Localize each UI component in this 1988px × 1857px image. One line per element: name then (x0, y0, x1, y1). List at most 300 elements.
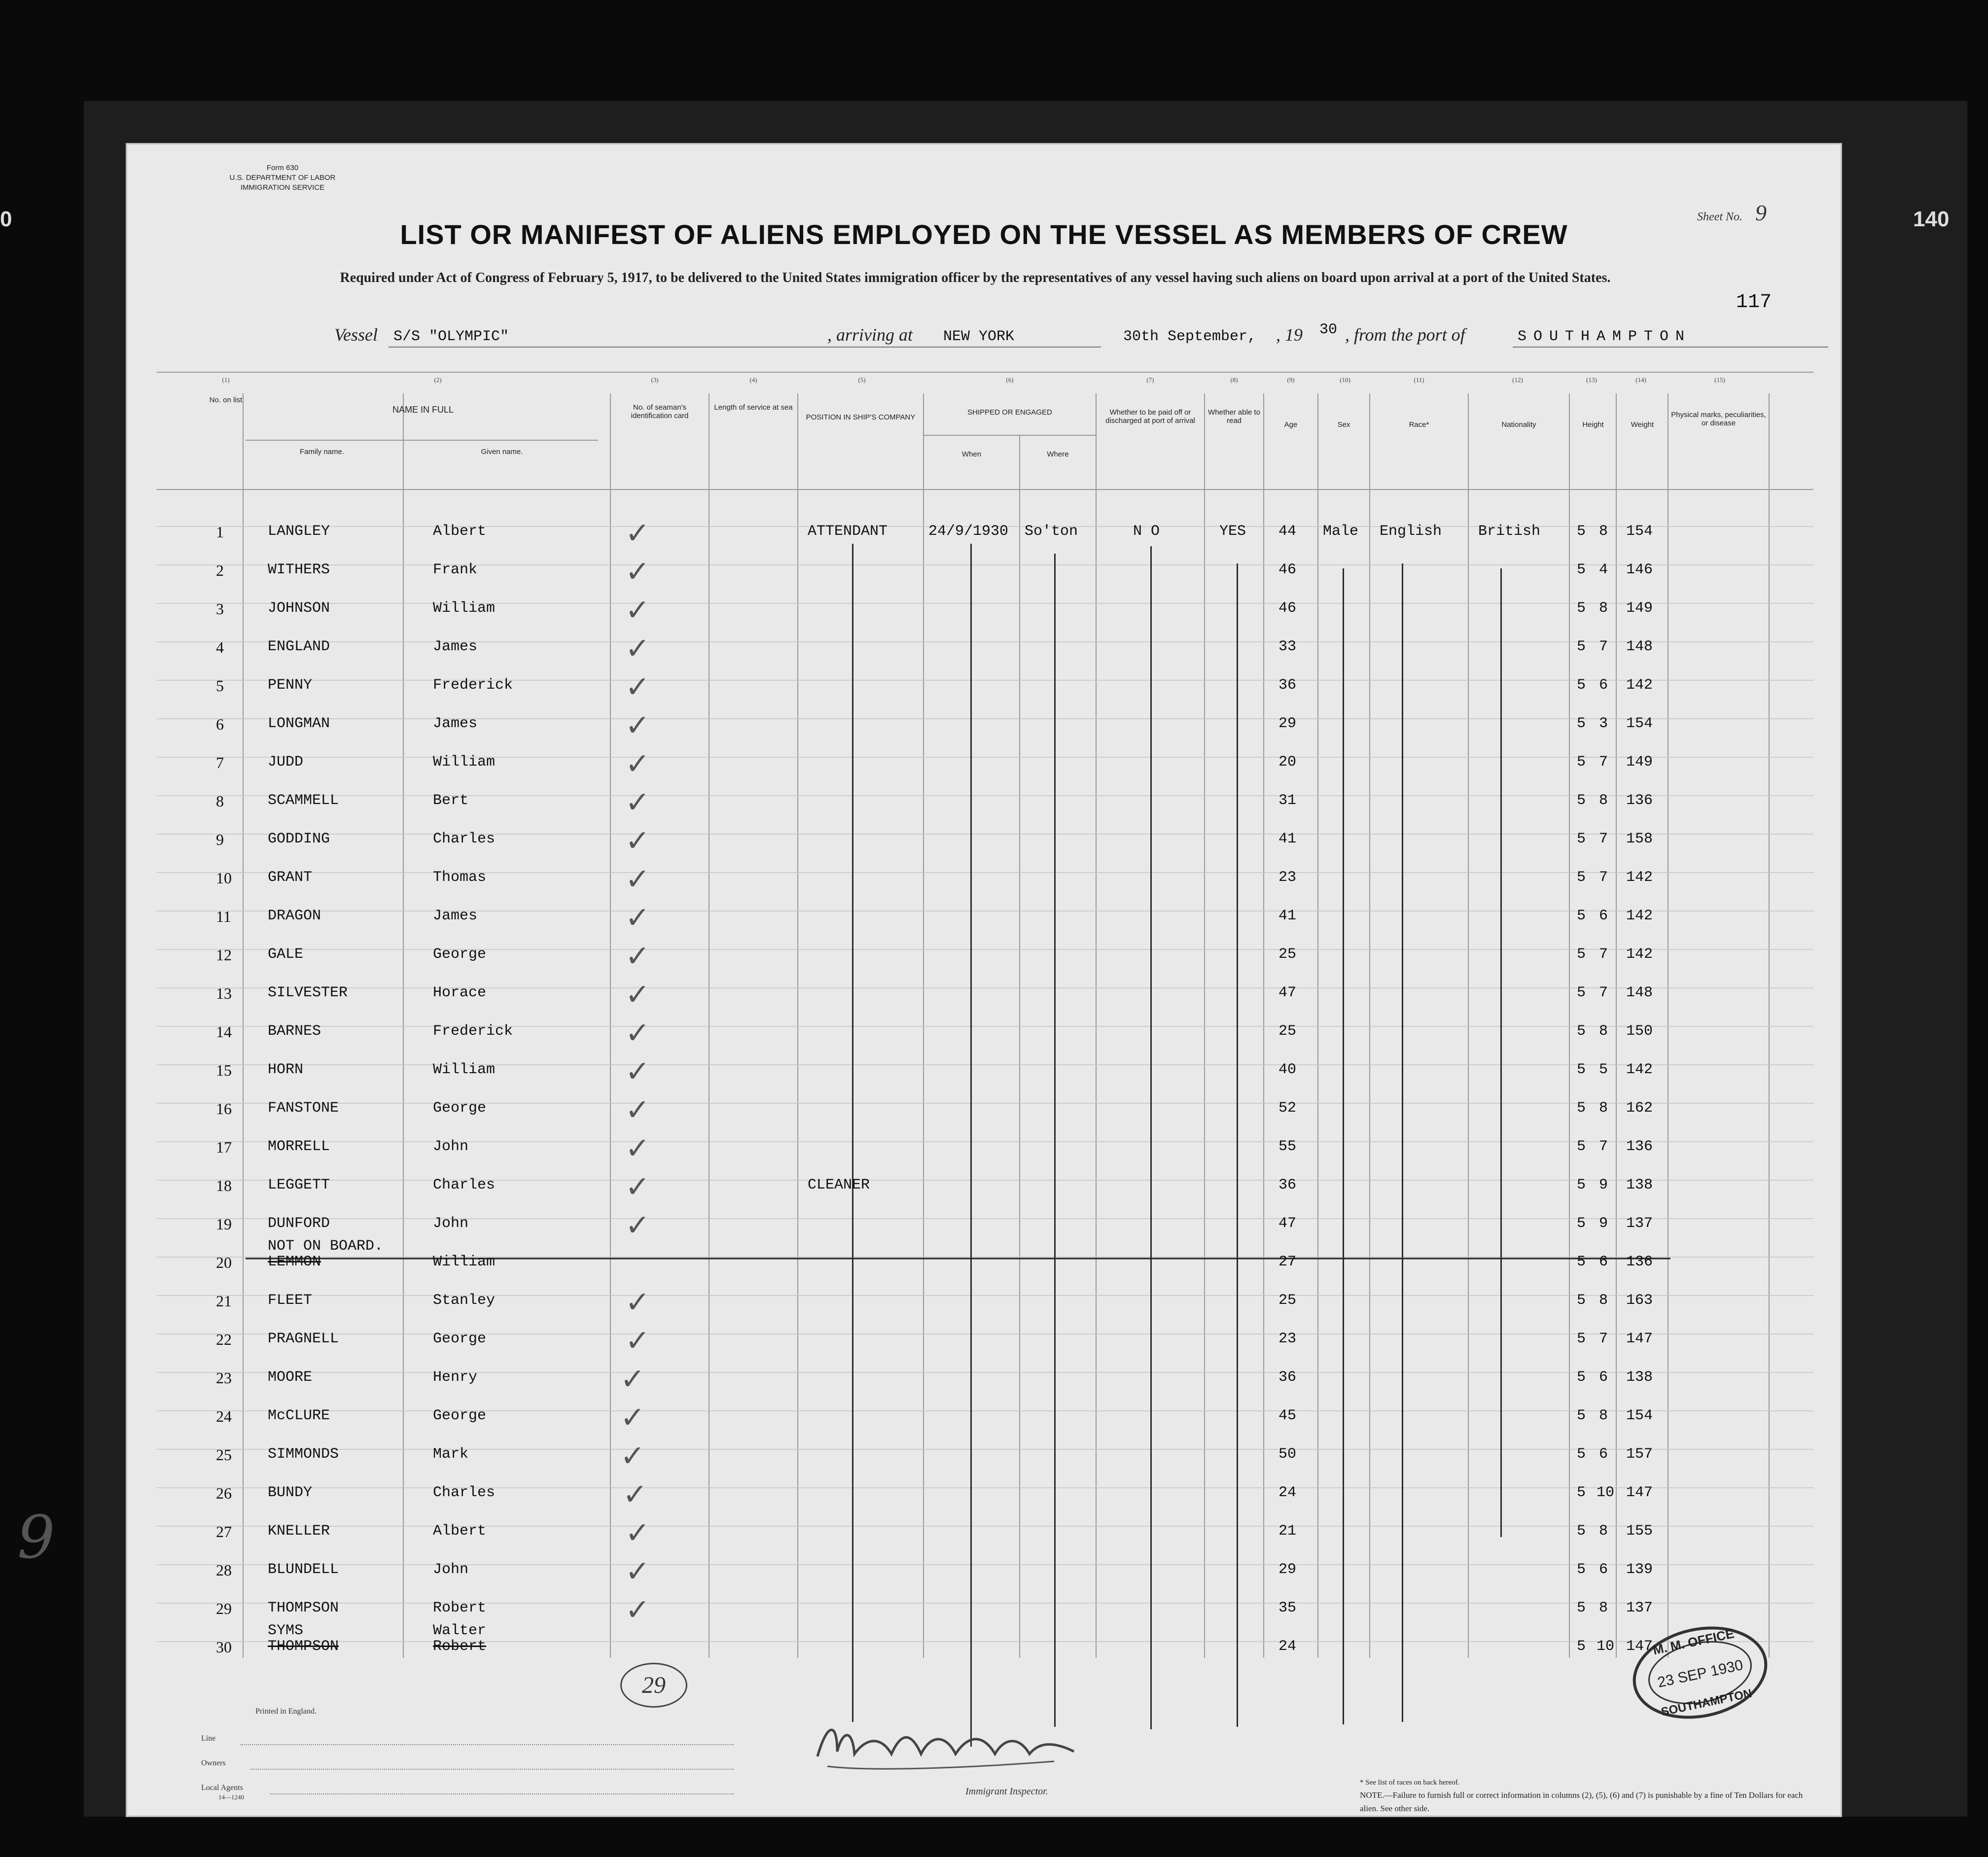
family-name: PRAGNELL (268, 1331, 339, 1347)
age: 46 (1278, 561, 1297, 578)
arrival-port: NEW YORK (943, 328, 1015, 345)
family-name: KNELLER (268, 1523, 330, 1540)
height-feet: 5 (1577, 908, 1586, 924)
height-feet: 5 (1577, 1023, 1586, 1040)
col-position: POSITION IN SHIP'S COMPANY (806, 413, 916, 421)
check-mark-icon: ✓ (625, 901, 650, 935)
table-row (127, 1129, 1841, 1168)
weight: 147 (1626, 1638, 1653, 1655)
given-name: Stanley (433, 1292, 496, 1309)
given-name: William (433, 600, 496, 617)
form-code: 14—1240 (218, 1793, 244, 1801)
family-name: WITHERS (268, 561, 330, 578)
col-physical-marks: Physical marks, peculiarities, or disease (1671, 411, 1766, 427)
row-number: 14 (216, 1023, 232, 1041)
column-number: (6) (1006, 376, 1014, 384)
age: 47 (1278, 1215, 1297, 1232)
shipped-when: 24/9/1930 (928, 523, 1009, 540)
weight: 137 (1626, 1600, 1653, 1616)
col-paid-off: Whether to be paid off or discharged at port of arrival (1105, 408, 1195, 425)
table-row (127, 937, 1841, 976)
age: 29 (1278, 715, 1297, 732)
form-department-block (201, 163, 364, 193)
replacement-given-name: Walter (433, 1622, 487, 1639)
row-number: 15 (216, 1061, 232, 1079)
height-inches: 6 (1599, 1254, 1608, 1270)
table-row (127, 1622, 1841, 1668)
col-able-to-read: Whether able to read (1208, 408, 1260, 425)
table-row (127, 1475, 1841, 1514)
given-name: George (433, 1407, 487, 1424)
col-shipped-engaged: SHIPPED OR ENGAGED (967, 408, 1052, 417)
weight: 142 (1626, 946, 1653, 963)
weight: 149 (1626, 600, 1653, 617)
family-name: BARNES (268, 1023, 321, 1040)
height-feet: 5 (1577, 869, 1586, 886)
weight: 147 (1626, 1484, 1653, 1501)
table-row (127, 1437, 1841, 1475)
weight: 138 (1626, 1177, 1653, 1193)
row-number: 4 (216, 638, 224, 656)
not-on-board-note: NOT ON BOARD. (268, 1238, 384, 1255)
row-number: 13 (216, 984, 232, 1002)
family-name: GRANT (268, 869, 313, 886)
weight: 154 (1626, 523, 1653, 540)
family-name: SILVESTER (268, 984, 348, 1001)
given-name: William (433, 1254, 496, 1270)
row-number: 30 (216, 1638, 232, 1656)
height-feet: 5 (1577, 1407, 1586, 1424)
height-feet: 5 (1577, 1254, 1586, 1270)
height-feet: 5 (1577, 1100, 1586, 1117)
owners-label: Owners (201, 1759, 226, 1767)
check-mark-icon: ✓ (620, 1362, 645, 1397)
table-row (127, 822, 1841, 860)
weight: 136 (1626, 1254, 1653, 1270)
given-name: Frank (433, 561, 478, 578)
port-underline (1513, 347, 1828, 348)
weight: 150 (1626, 1023, 1653, 1040)
table-row (127, 668, 1841, 706)
weight: 158 (1626, 831, 1653, 847)
check-mark-icon: ✓ (625, 1054, 650, 1089)
table-row (127, 1399, 1841, 1437)
family-name: GALE (268, 946, 304, 963)
line-field (241, 1744, 734, 1745)
family-name: DUNFORD (268, 1215, 330, 1232)
family-name: JUDD (268, 754, 304, 771)
weight: 163 (1626, 1292, 1653, 1309)
table-row (127, 899, 1841, 937)
family-name: SCAMMELL (268, 792, 339, 809)
weight: 146 (1626, 561, 1653, 578)
weight: 148 (1626, 638, 1653, 655)
height-feet: 5 (1577, 561, 1586, 578)
race-note: * See list of races on back hereof. (1360, 1779, 1460, 1787)
check-mark-icon: ✓ (625, 1285, 650, 1320)
form-line: U.S. DEPARTMENT OF LABOR (229, 174, 336, 182)
height-feet: 5 (1577, 600, 1586, 617)
height-feet: 5 (1577, 1215, 1586, 1232)
weight: 138 (1626, 1369, 1653, 1386)
row-number: 1 (216, 523, 224, 541)
age: 20 (1278, 754, 1297, 771)
height-inches: 8 (1599, 1600, 1608, 1616)
shipped-where: So'ton (1025, 523, 1078, 540)
nationality: British (1478, 523, 1541, 540)
height-feet: 5 (1577, 754, 1586, 771)
table-row (127, 1168, 1841, 1206)
given-name: Robert (433, 1600, 487, 1616)
family-name: McCLURE (268, 1407, 330, 1424)
row-number: 17 (216, 1138, 232, 1156)
check-mark-icon: ✓ (625, 1170, 650, 1204)
given-name: George (433, 1331, 487, 1347)
family-name: HORN (268, 1061, 304, 1078)
given-name: William (433, 1061, 496, 1078)
height-feet: 5 (1577, 1484, 1586, 1501)
given-name: Charles (433, 1484, 496, 1501)
age: 23 (1278, 1331, 1297, 1347)
weight: 154 (1626, 1407, 1653, 1424)
col-weight: Weight (1631, 420, 1654, 429)
sex: Male (1323, 523, 1359, 540)
given-name: James (433, 638, 478, 655)
stamp-top: M. M. OFFICE (1651, 1626, 1736, 1658)
age: 21 (1278, 1523, 1297, 1540)
height-inches: 6 (1599, 1561, 1608, 1578)
table-row (127, 860, 1841, 899)
printed-in-england: Printed in England. (255, 1707, 317, 1716)
age: 41 (1278, 908, 1297, 924)
height-inches: 7 (1599, 984, 1608, 1001)
check-mark-icon: ✓ (625, 862, 650, 897)
col-height: Height (1582, 420, 1604, 429)
sheet-number-value: 9 (1755, 200, 1767, 225)
check-mark-icon: ✓ (625, 1593, 650, 1627)
table-row (127, 976, 1841, 1014)
weight: 142 (1626, 908, 1653, 924)
check-mark-icon: ✓ (620, 1439, 645, 1473)
table-row (127, 630, 1841, 668)
age: 25 (1278, 1292, 1297, 1309)
row-number: 7 (216, 754, 224, 771)
height-inches: 8 (1599, 792, 1608, 809)
row-number: 5 (216, 677, 224, 695)
row-number: 2 (216, 561, 224, 579)
row-number: 25 (216, 1446, 232, 1464)
height-inches: 8 (1599, 1523, 1608, 1540)
paid-off: N O (1133, 523, 1160, 540)
column-number: (2) (434, 376, 442, 384)
arrival-date: 30th September, (1123, 328, 1257, 345)
height-inches: 7 (1599, 1138, 1608, 1155)
age: 47 (1278, 984, 1297, 1001)
weight: 136 (1626, 792, 1653, 809)
age: 25 (1278, 1023, 1297, 1040)
given-name: Mark (433, 1446, 469, 1463)
height-inches: 8 (1599, 600, 1608, 617)
weight: 142 (1626, 1061, 1653, 1078)
row-number: 8 (216, 792, 224, 810)
given-name: James (433, 715, 478, 732)
age: 36 (1278, 677, 1297, 694)
given-name: Thomas (433, 869, 487, 886)
check-mark-icon: ✓ (625, 1554, 650, 1589)
height-feet: 5 (1577, 1061, 1586, 1078)
weight: 162 (1626, 1100, 1653, 1117)
family-name: MOORE (268, 1369, 313, 1386)
given-name: John (433, 1561, 469, 1578)
given-name: Charles (433, 1177, 496, 1193)
agents-label: Local Agents (201, 1784, 243, 1792)
owners-field (250, 1769, 734, 1770)
family-name: BLUNDELL (268, 1561, 339, 1578)
row-number: 20 (216, 1254, 232, 1271)
check-mark-icon: ✓ (625, 670, 650, 704)
column-number: (4) (749, 376, 757, 384)
age: 27 (1278, 1254, 1297, 1270)
page-subtitle: Required under Act of Congress of February 5, 1917, to be delivered to the United States immigration officer by the representatives of any vessel having such aliens on board upon arrival at a port of the United States. (340, 270, 1611, 285)
form-line: Form 630 (266, 164, 299, 172)
height-inches: 5 (1599, 1061, 1608, 1078)
table-row (127, 706, 1841, 745)
height-feet: 5 (1577, 1446, 1586, 1463)
check-mark-icon: ✓ (625, 1208, 650, 1243)
replacement-family-name: SYMS (268, 1622, 304, 1639)
height-inches: 10 (1597, 1484, 1615, 1501)
family-name: LANGLEY (268, 523, 330, 540)
age: 40 (1278, 1061, 1297, 1078)
check-mark-icon: ✓ (620, 1401, 645, 1435)
row-number: 21 (216, 1292, 232, 1310)
check-mark-icon: ✓ (625, 747, 650, 781)
height-feet: 5 (1577, 523, 1586, 540)
given-name: Frederick (433, 1023, 513, 1040)
row-number: 11 (216, 908, 231, 925)
given-name: Bert (433, 792, 469, 809)
height-inches: 9 (1599, 1215, 1608, 1232)
given-name: Henry (433, 1369, 478, 1386)
row-number: 9 (216, 831, 224, 848)
family-name: MORRELL (268, 1138, 330, 1155)
struck-family-name: THOMPSON (268, 1638, 339, 1655)
table-row (127, 1591, 1841, 1629)
family-name: ENGLAND (268, 638, 330, 655)
height-inches: 7 (1599, 754, 1608, 771)
col-when: When (961, 450, 982, 458)
col-id-card: No. of seaman's identification card (631, 403, 689, 420)
height-feet: 5 (1577, 1331, 1586, 1347)
check-mark-icon: ✓ (625, 1016, 650, 1051)
table-row (127, 1014, 1841, 1052)
weight: 136 (1626, 1138, 1653, 1155)
age: 24 (1278, 1638, 1297, 1655)
height-inches: 10 (1597, 1638, 1615, 1655)
family-name: LONGMAN (268, 715, 330, 732)
table-row (127, 1052, 1841, 1091)
age: 29 (1278, 1561, 1297, 1578)
table-row (127, 1091, 1841, 1129)
stamp-date: 23 SEP 1930 (1656, 1656, 1745, 1691)
right-edge-number: 140 (1913, 207, 1950, 231)
check-mark-icon: ✓ (625, 1093, 650, 1127)
col-age: Age (1284, 420, 1298, 429)
circled-count: 29 (620, 1663, 687, 1708)
race: English (1380, 523, 1442, 540)
column-number: (8) (1230, 376, 1238, 384)
height-feet: 5 (1577, 1138, 1586, 1155)
age: 41 (1278, 831, 1297, 847)
table-row (127, 1360, 1841, 1399)
check-mark-icon: ✓ (625, 939, 650, 974)
column-number: (7) (1146, 376, 1154, 384)
age: 52 (1278, 1100, 1297, 1117)
given-name: John (433, 1215, 469, 1232)
inspector-label: Immigrant Inspector. (965, 1786, 1048, 1797)
check-mark-icon: ✓ (625, 708, 650, 743)
stamp-bottom: SOUTHAMPTON (1660, 1686, 1753, 1719)
given-name: Horace (433, 984, 487, 1001)
family-name: LEGGETT (268, 1177, 330, 1193)
column-number: (11) (1414, 376, 1424, 384)
height-inches: 7 (1599, 831, 1608, 847)
row-number: 6 (216, 715, 224, 733)
height-inches: 8 (1599, 1023, 1608, 1040)
age: 33 (1278, 638, 1297, 655)
agents-field (270, 1793, 734, 1794)
height-inches: 7 (1599, 1331, 1608, 1347)
given-name: George (433, 1100, 487, 1117)
row-number: 27 (216, 1523, 232, 1541)
year-suffix: 30 (1319, 321, 1338, 338)
line-label: Line (201, 1734, 216, 1743)
age: 23 (1278, 869, 1297, 886)
row-number: 29 (216, 1600, 232, 1617)
row-number: 18 (216, 1177, 232, 1194)
height-inches: 8 (1599, 1407, 1608, 1424)
handwritten-number: 9 (17, 1504, 55, 1572)
signature-text: W J Montgomery (1084, 1712, 1088, 1713)
age: 36 (1278, 1369, 1297, 1386)
age: 36 (1278, 1177, 1297, 1193)
column-number: (13) (1586, 376, 1597, 384)
inspector-signature (808, 1712, 1088, 1781)
check-mark-icon: ✓ (625, 785, 650, 820)
col-nationality: Nationality (1501, 420, 1536, 429)
weight: 148 (1626, 984, 1653, 1001)
family-name: PENNY (268, 677, 313, 694)
arriving-label: , arriving at (827, 325, 913, 345)
check-mark-icon: ✓ (625, 631, 650, 666)
check-mark-icon: ✓ (625, 978, 650, 1012)
height-feet: 5 (1577, 1600, 1586, 1616)
given-name: Charles (433, 831, 496, 847)
table-row (127, 1283, 1841, 1322)
family-name: BUNDY (268, 1484, 313, 1501)
table-row (127, 553, 1841, 591)
height-feet: 5 (1577, 1177, 1586, 1193)
age: 45 (1278, 1407, 1297, 1424)
height-inches: 8 (1599, 523, 1608, 540)
height-feet: 5 (1577, 638, 1586, 655)
height-inches: 9 (1599, 1177, 1608, 1193)
vessel-line (334, 321, 1813, 349)
family-name: FLEET (268, 1292, 313, 1309)
able-to-read: YES (1219, 523, 1246, 540)
check-mark-icon: ✓ (625, 824, 650, 858)
family-name: JOHNSON (268, 600, 330, 617)
column-number: (15) (1714, 376, 1725, 384)
row-number: 23 (216, 1369, 232, 1387)
height-feet: 5 (1577, 1561, 1586, 1578)
height-feet: 5 (1577, 1369, 1586, 1386)
struck-given-name: Robert (433, 1638, 487, 1655)
row-number: 12 (216, 946, 232, 964)
family-name: THOMPSON (268, 1600, 339, 1616)
family-name: FANSTONE (268, 1100, 339, 1117)
weight: 155 (1626, 1523, 1653, 1540)
height-feet: 5 (1577, 677, 1586, 694)
given-name: George (433, 946, 487, 963)
given-name: John (433, 1138, 469, 1155)
age: 44 (1278, 523, 1297, 540)
height-feet: 5 (1577, 984, 1586, 1001)
row-number: 19 (216, 1215, 232, 1233)
height-inches: 6 (1599, 1369, 1608, 1386)
check-mark-icon: ✓ (625, 593, 650, 628)
height-inches: 7 (1599, 638, 1608, 655)
row-number: 26 (216, 1484, 232, 1502)
height-inches: 6 (1599, 677, 1608, 694)
table-row (127, 591, 1841, 630)
table-row (127, 783, 1841, 822)
left-edge-number: 0 (0, 207, 12, 231)
height-feet: 5 (1577, 946, 1586, 963)
family-name: LEMMON (268, 1254, 321, 1270)
check-mark-icon: ✓ (625, 1516, 650, 1550)
row-number: 22 (216, 1331, 232, 1348)
weight: 149 (1626, 754, 1653, 771)
height-inches: 8 (1599, 1100, 1608, 1117)
page-title: LIST OR MANIFEST OF ALIENS EMPLOYED ON THE VESSEL AS MEMBERS OF CREW (400, 219, 1568, 250)
age: 35 (1278, 1600, 1297, 1616)
height-feet: 5 (1577, 792, 1586, 809)
mm-office-stamp (1629, 1623, 1772, 1722)
check-mark-icon: ✓ (625, 1324, 650, 1358)
form-line: IMMIGRATION SERVICE (240, 183, 325, 192)
given-name: Frederick (433, 677, 513, 694)
from-port-label: , from the port of (1345, 325, 1465, 345)
departure-port: SOUTHAMPTON (1518, 328, 1692, 345)
family-name: SIMMONDS (268, 1446, 339, 1463)
age: 24 (1278, 1484, 1297, 1501)
column-number: (5) (858, 376, 866, 384)
given-name: James (433, 908, 478, 924)
height-feet: 5 (1577, 715, 1586, 732)
height-feet: 5 (1577, 831, 1586, 847)
given-name: Albert (433, 1523, 487, 1540)
height-feet: 5 (1577, 1292, 1586, 1309)
height-inches: 7 (1599, 869, 1608, 886)
height-inches: 6 (1599, 908, 1608, 924)
check-mark-icon: ✓ (623, 1477, 648, 1512)
col-length-service: Length of service at sea (714, 403, 793, 412)
height-inches: 8 (1599, 1292, 1608, 1309)
age: 55 (1278, 1138, 1297, 1155)
fine-note: NOTE.—Failure to furnish full or correct information in columns (2), (5), (6) and (7) is punishable by a fine of Ten Dollars for each alien. See other side. (1360, 1790, 1803, 1813)
weight: 139 (1626, 1561, 1653, 1578)
